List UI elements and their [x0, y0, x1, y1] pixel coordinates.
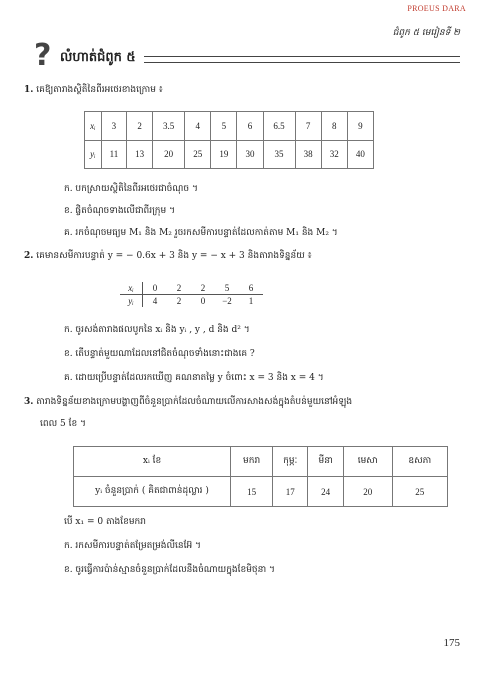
x-cell: 6: [237, 112, 263, 141]
exercise-2-y-row: [120, 295, 263, 308]
exercise-1-part-a: ក. បកស្រាយស្ថិតិនៃពីរអថេរជាចំណុច ។: [64, 184, 198, 194]
exercise-3-table: [73, 446, 448, 507]
exercise-1-part-c: គ. រកចំណុចមធ្យម M₁ និង M₂ រួចរកសមីការបន្ទាត់ដែលកាត់តាម M₁ និង M₂ ។: [64, 228, 338, 238]
exercise-1-number: 1.: [24, 85, 34, 95]
month-cell: មករា: [231, 447, 273, 477]
x-label-cell: xᵢ: [120, 282, 143, 295]
y-cell: 0: [200, 296, 206, 306]
exercise-2-part-b: ខ. តើបន្ទាត់មួយណាដែលនៅជិតចំណុចទាំងនោះជាងគេ ?: [64, 349, 255, 359]
x-cell: 3.5: [153, 112, 185, 141]
x-cell: 6: [239, 282, 263, 295]
y-label-cell: yᵢ ចំនួនប្រាក់ ( គិតជាពាន់ដុល្លារ ): [74, 477, 231, 507]
y-cell: 40: [347, 140, 373, 169]
y-cell: 1: [248, 296, 254, 306]
exercise-3-part-b: ខ. ចូរធ្វើការប៉ាន់ស្មានចំនួនប្រាក់ដែលនឹងចំណាយក្នុងខែមិថុនា ។: [64, 565, 275, 575]
x-cell: 3: [101, 112, 126, 141]
exercise-2-number: 2.: [24, 251, 34, 261]
value-cell: 20: [343, 477, 392, 507]
exercise-1-prompt: [24, 84, 163, 97]
y-cell: 25: [185, 140, 211, 169]
exercise-3-month-row: [74, 447, 448, 477]
month-cell: ឧសភា: [392, 447, 447, 477]
y-cell: −2: [222, 296, 232, 306]
y-cell: 35: [263, 140, 295, 169]
exercise-2-x-row: [120, 282, 263, 295]
page-number: 175: [443, 637, 460, 649]
month-cell: មីនា: [308, 447, 343, 477]
value-cell: 25: [392, 477, 447, 507]
x-cell: 2: [191, 282, 215, 295]
x-cell: 9: [347, 112, 373, 141]
y-cell: 11: [101, 140, 126, 169]
exercise-2-part-c: គ. ដោយប្រើបន្ទាត់ដែលរកឃើញ គណនាតម្លៃ y ចំពោះ x = 3 និង x = 4 ។: [64, 373, 324, 383]
exercise-1-y-row: [85, 140, 374, 169]
value-cell: 15: [231, 477, 273, 507]
exercise-3-prompt: [24, 396, 352, 409]
exercise-1-table: [84, 111, 374, 169]
x-cell: 0: [143, 282, 168, 295]
x-cell: 6.5: [263, 112, 295, 141]
chapter-header: ជំពូក ៥ មេរៀនទី ២: [392, 28, 460, 38]
y-cell: 2: [176, 296, 182, 306]
x-cell: 7: [295, 112, 321, 141]
x-cell: 4: [185, 112, 211, 141]
exercise-3-part-a: ក. រកសមីការបន្ទាត់តម្រែតម្រង់លីនេអ៊ែ ។: [64, 541, 201, 551]
y-cell: 19: [211, 140, 237, 169]
x-cell: 2: [167, 282, 191, 295]
x-cell: 8: [321, 112, 347, 141]
publisher-brand: PROEUS DARA: [407, 4, 466, 13]
y-cell: 4: [152, 296, 158, 306]
y-label-cell: yᵢ: [85, 140, 102, 169]
y-cell: 32: [321, 140, 347, 169]
y-cell: 38: [295, 140, 321, 169]
x-label-cell: xᵢ ខែ: [74, 447, 231, 477]
exercise-3-note: បើ x₁ = 0 តាងខែមករា: [64, 517, 146, 527]
y-cell: 20: [153, 140, 185, 169]
x-label-cell: xᵢ: [85, 112, 102, 141]
exercise-2-text: គេមានសមីការបន្ទាត់ y = − 0.6x + 3 និង y = − x + 3 និងតារាងទិន្នន័យ ៖: [36, 251, 312, 261]
exercise-1-text: គេឱ្យតារាងស្ថិតិនៃពីរអថេរខាងក្រោម ៖: [36, 85, 163, 95]
section-title: លំហាត់ជំពូក ៥: [60, 50, 136, 65]
exercise-3-number: 3.: [24, 397, 34, 407]
title-double-rule: [144, 56, 460, 63]
value-cell: 24: [308, 477, 343, 507]
y-cell: 30: [237, 140, 263, 169]
exercise-1-part-b: ខ. ផ្ចិតចំណុចទាងលើជាពីរក្រុម ។: [64, 206, 176, 216]
month-cell: កុម្ភៈ: [273, 447, 308, 477]
exercise-2-table: [120, 282, 263, 307]
exercise-3-text-line-1: តារាងទិន្នន័យខាងក្រោមបង្ហាញពីចំនួនប្រាក់ដែលចំណាយលើការសាងសង់ក្នុងតំបន់មួយនៅអំឡុង: [36, 397, 353, 407]
month-cell: មេសា: [343, 447, 392, 477]
exercise-2-prompt: [24, 250, 312, 263]
exercise-3-value-row: [74, 477, 448, 507]
y-label-cell: yᵢ: [120, 295, 143, 308]
exercise-2-part-a: ក. ចូរសង់តារាងផលបូកនៃ xᵢ និង yᵢ , y , d និង d² ។: [64, 325, 250, 335]
exercise-3-text-line-2: ពេល 5 ខែ ។: [40, 419, 86, 429]
section-title-row: [24, 38, 460, 73]
x-cell: 5: [211, 112, 237, 141]
y-cell: 13: [127, 140, 153, 169]
x-cell: 2: [127, 112, 153, 141]
question-mark-icon: ?: [34, 38, 52, 73]
exercise-1-x-row: [85, 112, 374, 141]
value-cell: 17: [273, 477, 308, 507]
x-cell: 5: [215, 282, 239, 295]
